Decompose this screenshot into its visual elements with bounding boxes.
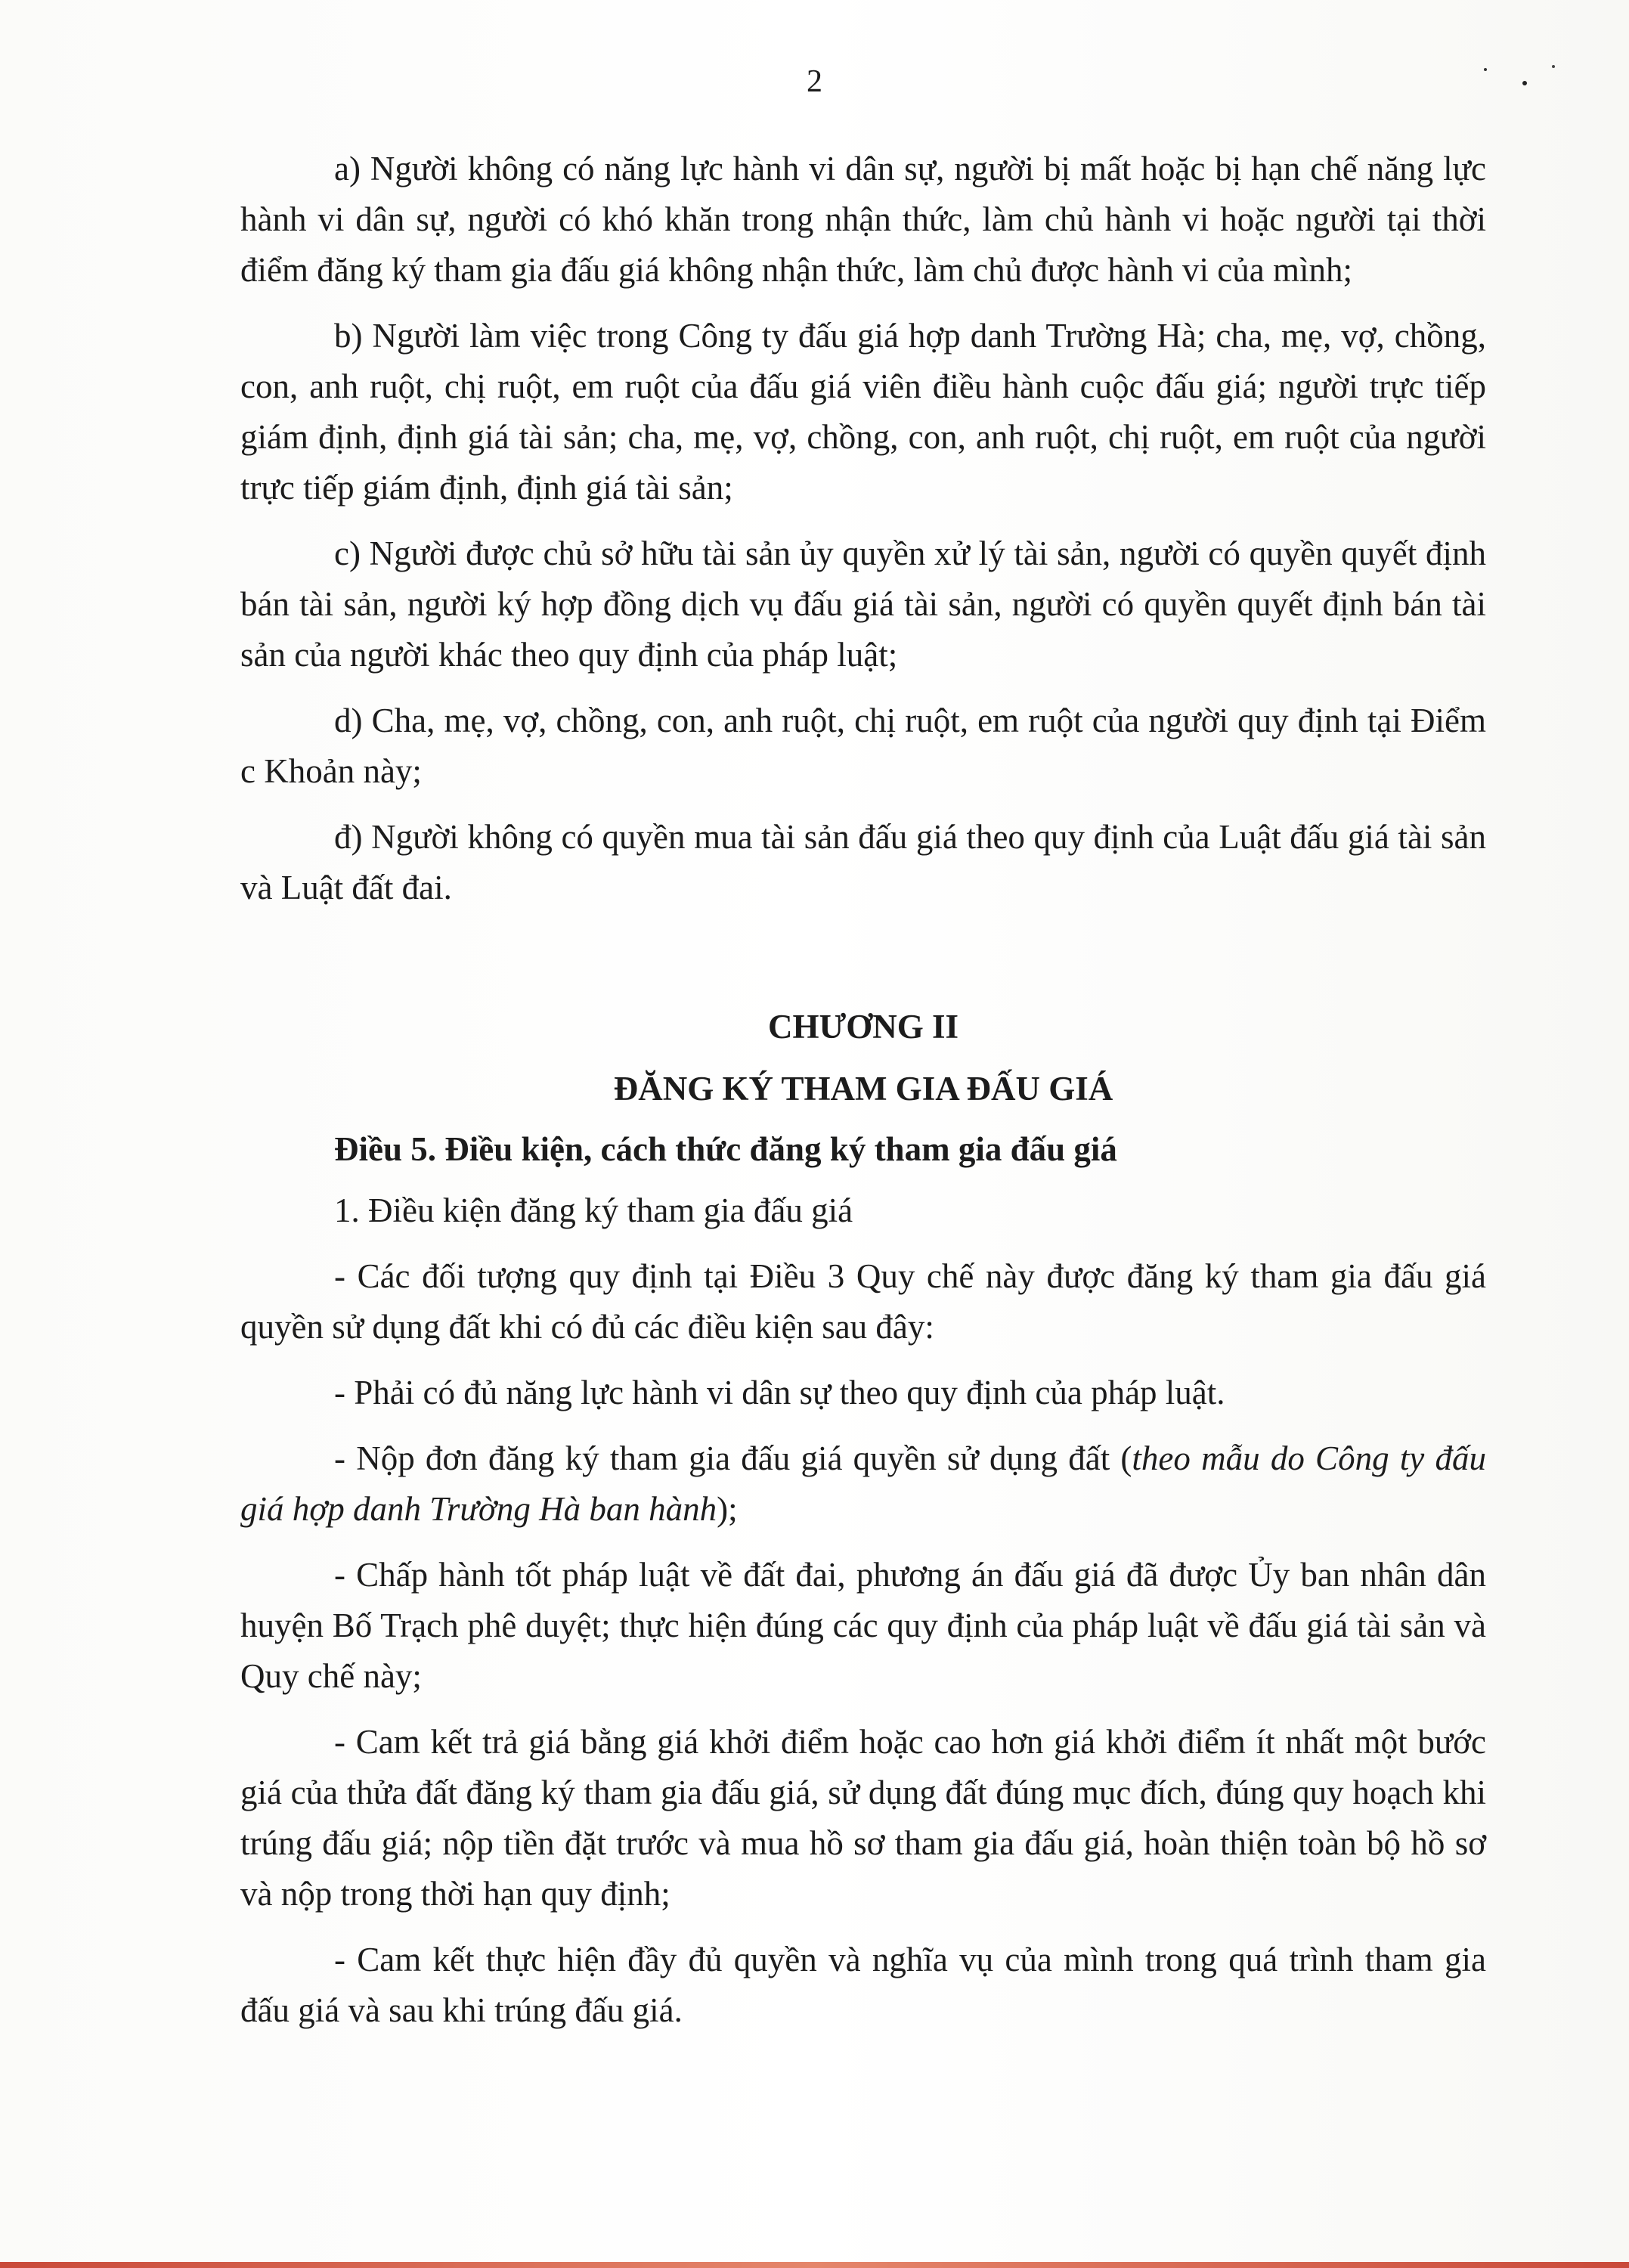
condition-2-italic: theo mẫu do Công ty đấu giá hợp danh Trường Hà ban hành <box>240 1439 1486 1528</box>
list-item-d: d) Cha, mẹ, vợ, chồng, con, anh ruột, chị ruột, em ruột của người quy định tại Điểm c Khoản này; <box>240 702 1486 790</box>
clause-1-intro: - Các đối tượng quy định tại Điều 3 Quy chế này được đăng ký tham gia đấu giá quyền sử dụng đất khi có đủ các điều kiện sau đây: <box>240 1257 1486 1346</box>
chapter-title: ĐĂNG KÝ THAM GIA ĐẤU GIÁ <box>613 1070 1113 1108</box>
article-title: Điều 5. Điều kiện, cách thức đăng ký tham gia đấu giá <box>334 1130 1117 1168</box>
condition-4: - Cam kết trả giá bằng giá khởi điểm hoặc cao hơn giá khởi điểm ít nhất một bước giá của thửa đất đăng ký tham gia đấu giá, sử dụng đất đúng mục đích, đúng quy hoạch khi trúng đấu giá; nộp tiền đặt trước và mua hồ sơ tham gia đấu giá, hoàn thiện toàn bộ hồ sơ và nộp trong thời hạn quy định; <box>240 1723 1486 1913</box>
condition-3: - Chấp hành tốt pháp luật về đất đai, phương án đấu giá đã được Ủy ban nhân dân huyện Bố Trạch phê duyệt; thực hiện đúng các quy định của pháp luật về đấu giá tài sản và Quy chế này; <box>240 1556 1486 1695</box>
condition-2 <box>240 1433 1486 1535</box>
condition-2-prefix: - Nộp đơn đăng ký tham gia đấu giá quyền sử dụng đất ( <box>334 1439 1132 1477</box>
condition-5: - Cam kết thực hiện đầy đủ quyền và nghĩa vụ của mình trong quá trình tham gia đấu giá và sau khi trúng đấu giá. <box>240 1941 1486 2029</box>
condition-1: - Phải có đủ năng lực hành vi dân sự theo quy định của pháp luật. <box>334 1374 1225 1411</box>
chapter-label: CHƯƠNG II <box>767 1008 959 1046</box>
page-number: 2 <box>807 64 822 99</box>
page-bottom-edge <box>0 2262 1629 2268</box>
list-item-dd: đ) Người không có quyền mua tài sản đấu giá theo quy định của Luật đấu giá tài sản và Luật đất đai. <box>240 818 1486 906</box>
list-item-c: c) Người được chủ sở hữu tài sản ủy quyền xử lý tài sản, người có quyền quyết định bán tài sản, người ký hợp đồng dịch vụ đấu giá tài sản, người có quyền quyết định bán tài sản của người khác theo quy định của pháp luật; <box>240 534 1486 674</box>
list-item-b: b) Người làm việc trong Công ty đấu giá hợp danh Trường Hà; cha, mẹ, vợ, chồng, con, anh ruột, chị ruột, em ruột của đấu giá viên điều hành cuộc đấu giá; người trực tiếp giám định, định giá tài sản; cha, mẹ, vợ, chồng, con, anh ruột, chị ruột, em ruột của người trực tiếp giám định, định giá tài sản; <box>240 317 1486 507</box>
scan-speck-marks <box>1478 60 1561 91</box>
clause-1-title: 1. Điều kiện đăng ký tham gia đấu giá <box>334 1191 853 1229</box>
document-body <box>240 144 1486 2051</box>
condition-2-suffix: ); <box>717 1490 738 1528</box>
list-item-a: a) Người không có năng lực hành vi dân sự, người bị mất hoặc bị hạn chế năng lực hành vi dân sự, người có khó khăn trong nhận thức, làm chủ hành vi hoặc người tại thời điểm đăng ký tham gia đấu giá không nhận thức, làm chủ được hành vi của mình; <box>240 150 1486 289</box>
